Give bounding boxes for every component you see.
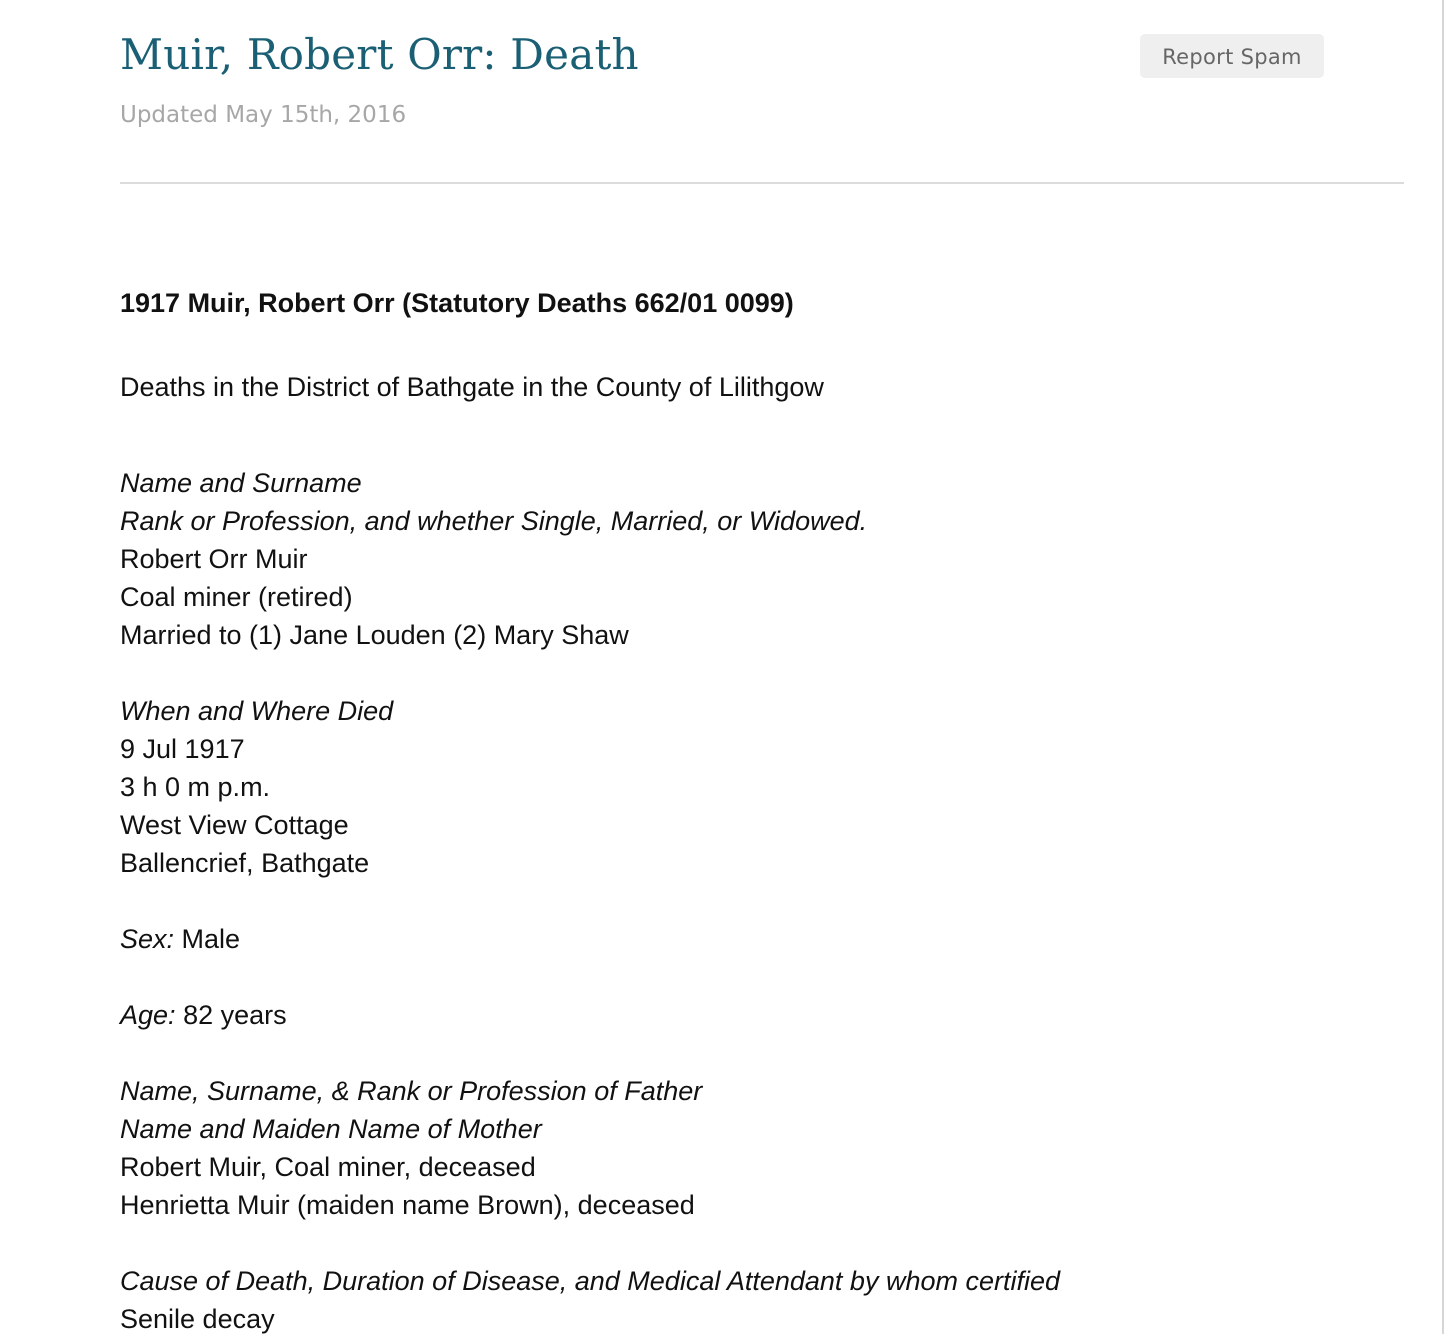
district-line: Deaths in the District of Bathgate in the County of Lilithgow bbox=[120, 372, 824, 402]
page-title: Muir, Robert Orr: Death bbox=[120, 30, 639, 79]
mother-value: Henrietta Muir (maiden name Brown), deceased bbox=[120, 1190, 695, 1220]
record-heading: 1917 Muir, Robert Orr (Statutory Deaths 662/01 0099) bbox=[120, 288, 794, 318]
record-content bbox=[120, 284, 1420, 1338]
age-label: Age: bbox=[120, 1000, 176, 1030]
sex-line bbox=[120, 920, 1420, 958]
sex-label: Sex: bbox=[120, 924, 175, 954]
death-date: 9 Jul 1917 bbox=[120, 734, 245, 764]
death-place-2: Ballencrief, Bathgate bbox=[120, 848, 370, 878]
parents-section bbox=[120, 1072, 1420, 1224]
deceased-profession: Coal miner (retired) bbox=[120, 582, 353, 612]
age-line bbox=[120, 996, 1420, 1034]
death-time: 3 h 0 m p.m. bbox=[120, 772, 271, 802]
age-section bbox=[120, 996, 1420, 1034]
father-value: Robert Muir, Coal miner, deceased bbox=[120, 1152, 536, 1182]
death-place-1: West View Cottage bbox=[120, 810, 349, 840]
rank-label: Rank or Profession, and whether Single, Married, or Widowed. bbox=[120, 506, 868, 536]
right-edge-rule bbox=[1442, 0, 1444, 1334]
name-section bbox=[120, 464, 1420, 654]
cause-section bbox=[120, 1262, 1420, 1338]
deceased-name: Robert Orr Muir bbox=[120, 544, 308, 574]
name-label: Name and Surname bbox=[120, 468, 362, 498]
father-label: Name, Surname, & Rank or Profession of Father bbox=[120, 1076, 703, 1106]
death-section bbox=[120, 692, 1420, 882]
death-label: When and Where Died bbox=[120, 696, 394, 726]
mother-label: Name and Maiden Name of Mother bbox=[120, 1114, 542, 1144]
report-spam-button[interactable]: Report Spam bbox=[1140, 34, 1324, 78]
cause-label: Cause of Death, Duration of Disease, and Medical Attendant by whom certified bbox=[120, 1266, 1061, 1296]
cause-value: Senile decay bbox=[120, 1304, 275, 1334]
updated-date: Updated May 15th, 2016 bbox=[120, 102, 407, 128]
age-value: 82 years bbox=[183, 1000, 287, 1030]
header-divider bbox=[120, 182, 1404, 184]
sex-section bbox=[120, 920, 1420, 958]
deceased-marital-status: Married to (1) Jane Louden (2) Mary Shaw bbox=[120, 620, 629, 650]
sex-value: Male bbox=[181, 924, 241, 954]
